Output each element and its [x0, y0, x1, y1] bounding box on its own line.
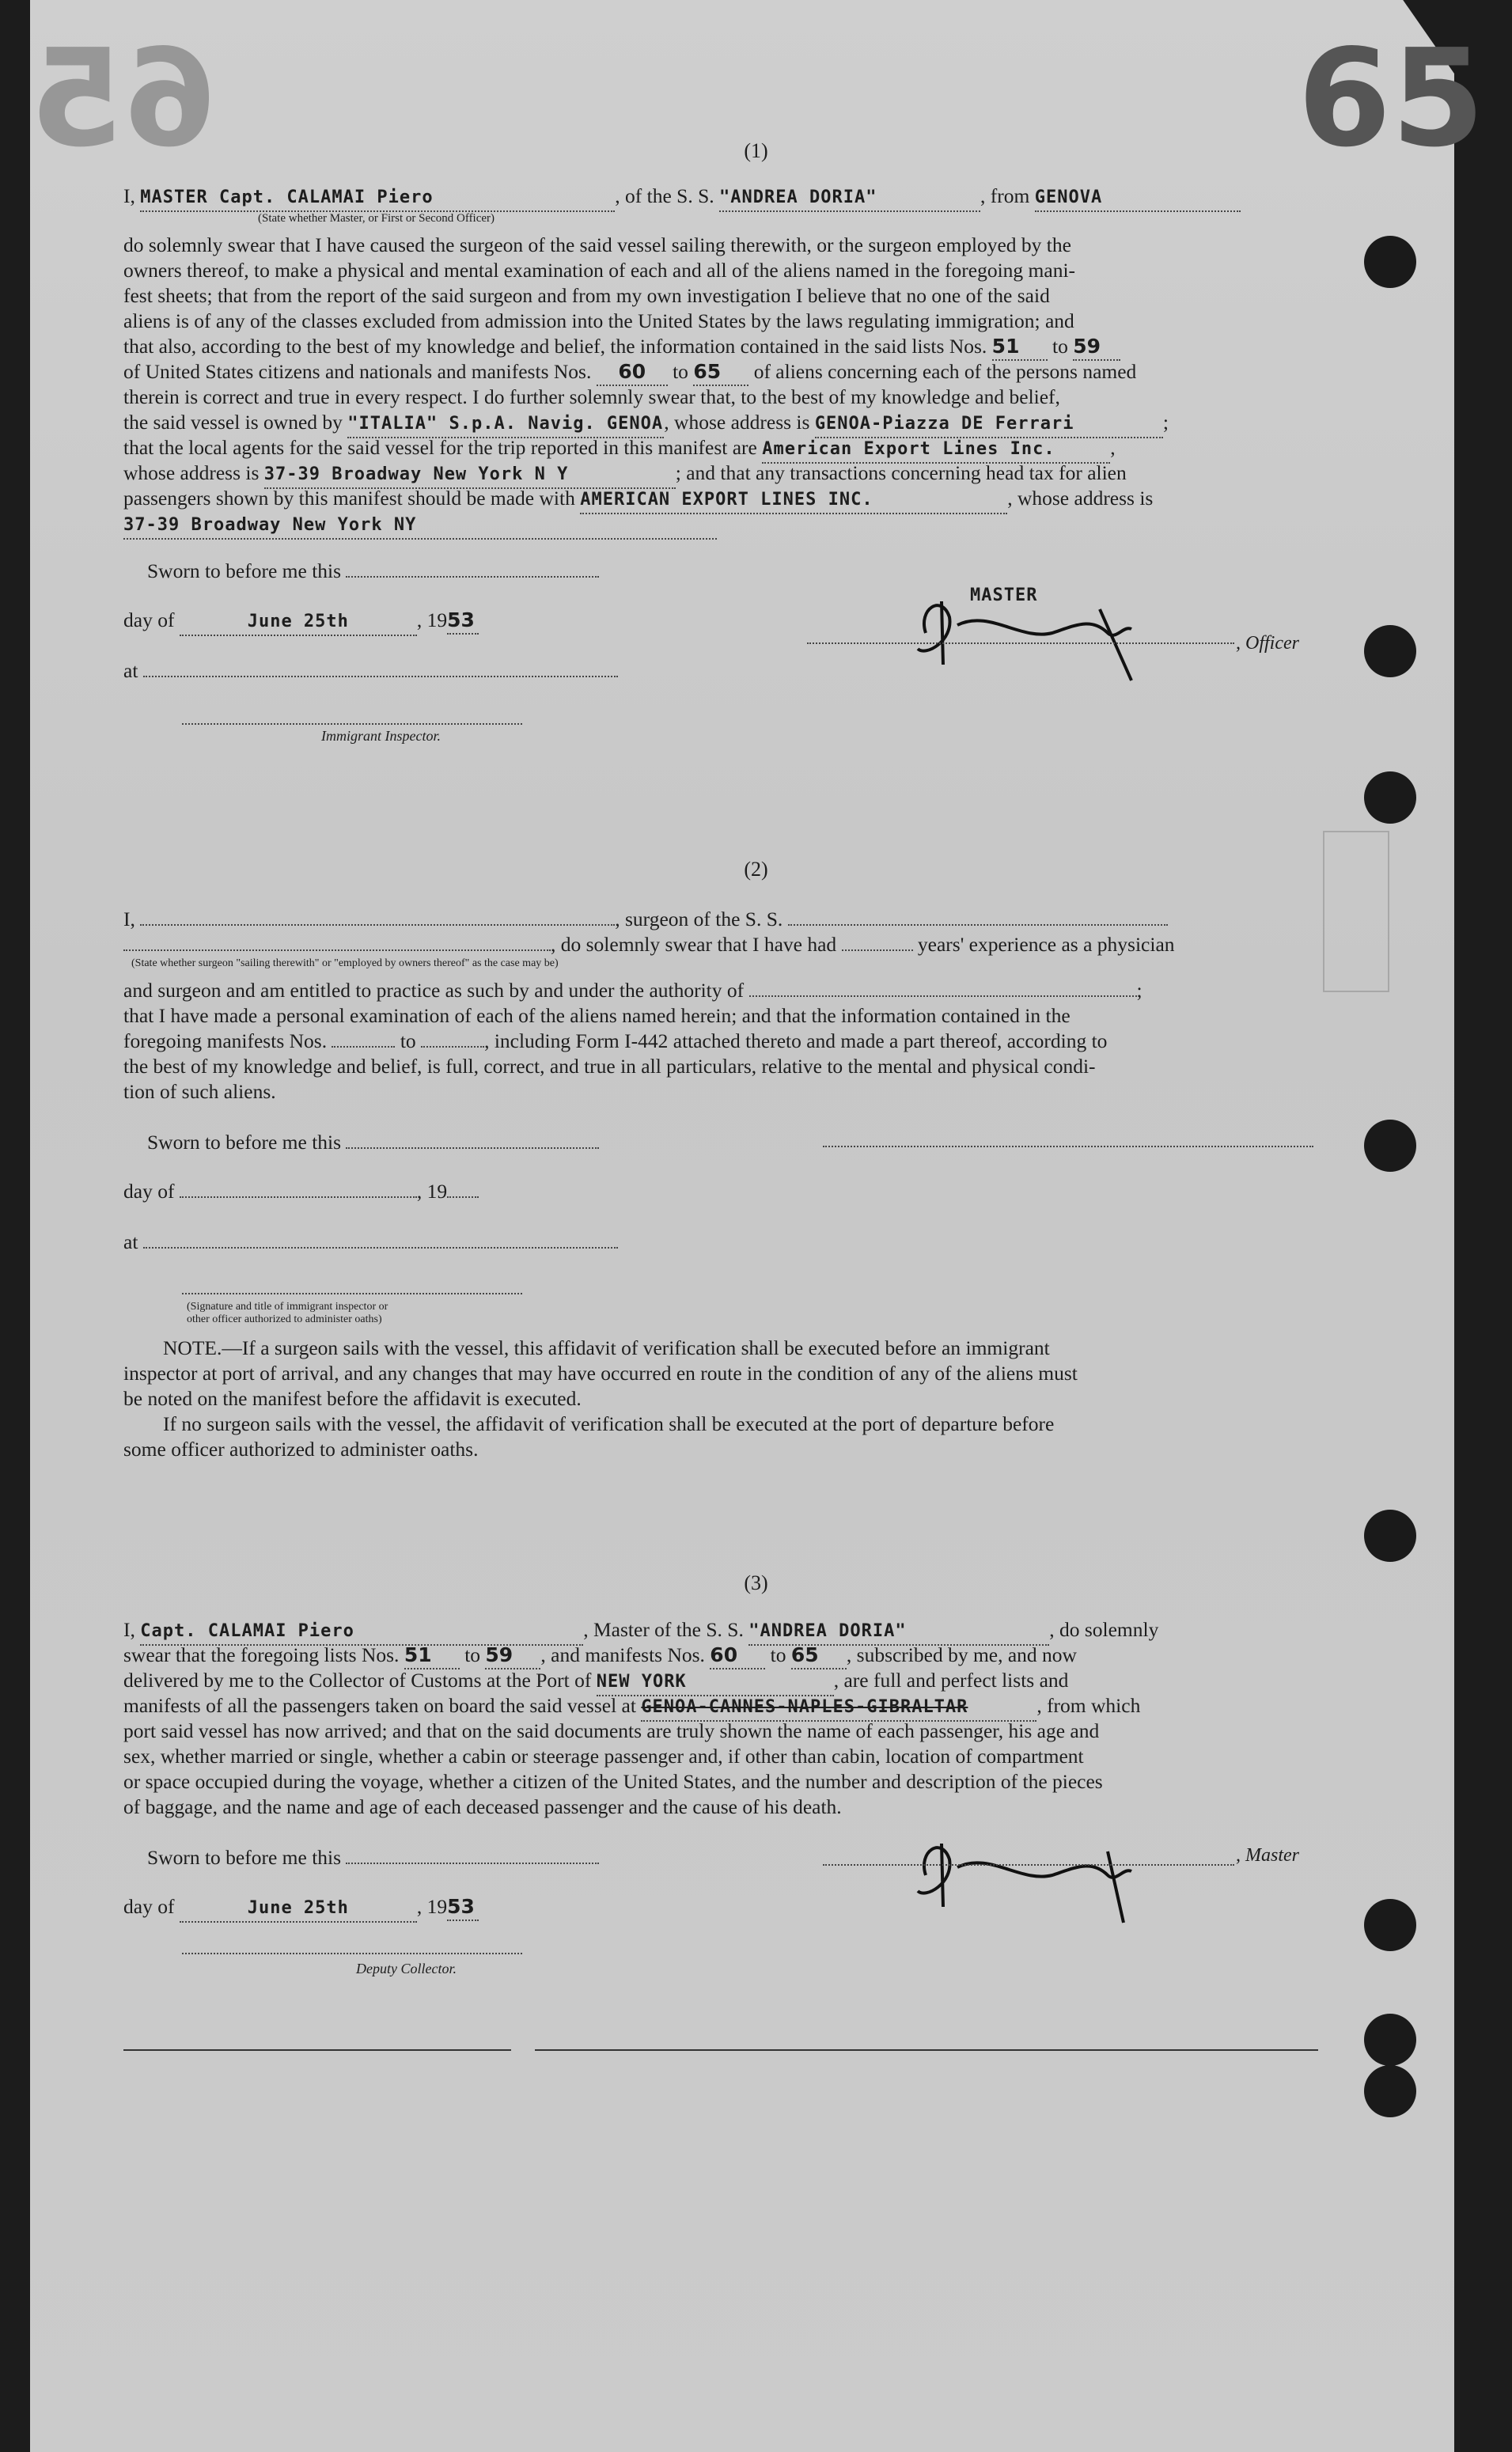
owner: "ITALIA" S.p.A. Navig. GENOA — [347, 411, 664, 438]
blank — [180, 1196, 417, 1198]
section-3-line-1 — [123, 1617, 1318, 1646]
section-1-line: owners thereof, to make a physical and mental examination of each and all of the aliens named in the foregoing mani- — [123, 259, 1076, 282]
punch-hole — [1364, 625, 1416, 677]
text: day of — [123, 1895, 175, 1918]
inspector-sign-line — [182, 723, 522, 725]
section-3-line: or space occupied during the voyage, whether a citizen of the United States, and the number and description of the pieces — [123, 1770, 1103, 1793]
punch-hole — [1364, 1899, 1416, 1951]
text: that the local agents for the said vessel for the trip reported in this manifest are — [123, 436, 757, 459]
surgeon-caption: (State whether surgeon "sailing therewith" or "employed by owners thereof" as the case may be) — [131, 957, 559, 969]
text: , and manifests Nos. — [540, 1643, 705, 1666]
sworn-year: 53 — [447, 608, 479, 635]
blank — [332, 1046, 395, 1048]
text: the said vessel is owned by — [123, 411, 343, 434]
sig-caption-1: (Signature and title of immigrant inspector or — [187, 1301, 388, 1313]
text: swear that the foregoing lists Nos. — [123, 1643, 400, 1666]
lists-to-3: 59 — [485, 1643, 540, 1669]
collector-sign-line — [182, 1953, 522, 1954]
text: foregoing manifests Nos. — [123, 1029, 328, 1052]
text: I, — [123, 1618, 135, 1641]
blank — [749, 995, 1137, 997]
text: , whose address is — [664, 411, 810, 434]
date-line: day of June 25th , 1953 — [123, 608, 1318, 636]
text: to — [770, 1643, 786, 1666]
text: at — [123, 1230, 138, 1253]
text: , of the S. S. — [615, 184, 714, 207]
section-1-line: therein is correct and true in every respect. I do further solemnly swear that, to the best of my knowledge and belief, — [123, 385, 1060, 408]
sworn-date-3: June 25th — [180, 1896, 417, 1923]
text: , from which — [1036, 1694, 1141, 1717]
text: , do solemnly — [1049, 1618, 1159, 1641]
master-label: , Master — [1236, 1845, 1299, 1866]
section-1-line — [123, 511, 1318, 540]
ship-name-3: "ANDREA DORIA" — [748, 1619, 1049, 1646]
local-agents: American Export Lines Inc. — [762, 437, 1110, 464]
text: day of — [123, 1180, 175, 1203]
blank — [346, 1147, 599, 1149]
manifest-from-3: 60 — [710, 1643, 765, 1669]
text: Sworn to before me this — [147, 1846, 342, 1869]
text: , from — [980, 184, 1030, 207]
officer-sign-line — [807, 642, 1234, 644]
sworn-label-2 — [147, 1130, 1342, 1155]
agents-address: 37-39 Broadway New York N Y — [264, 462, 676, 489]
text: Sworn to before me this — [147, 1131, 342, 1154]
section-1-line — [123, 460, 1318, 489]
section-2-line-2 — [123, 932, 1318, 957]
section-3-line — [123, 1693, 1318, 1722]
section-2-line-1 — [123, 907, 1318, 932]
head-tax-agent: AMERICAN EXPORT LINES INC. — [580, 487, 1007, 514]
text: and surgeon and am entitled to practice as such by and under the authority of — [123, 979, 745, 1002]
text: I, — [123, 908, 135, 930]
note-label: NOTE. — [163, 1336, 222, 1359]
master-name: MASTER Capt. CALAMAI Piero — [140, 185, 615, 212]
text: years' experience as a physician — [917, 933, 1175, 956]
section-2-line: the best of my knowledge and belief, is full, correct, and true in all particulars, relative to the mental and physical condi- — [123, 1055, 1096, 1078]
port: NEW YORK — [597, 1669, 834, 1696]
punch-hole — [1364, 236, 1416, 288]
blank — [788, 924, 1168, 926]
section-3-line: of baggage, and the name and age of each deceased passenger and the cause of his death. — [123, 1795, 842, 1818]
manifest-to-3: 65 — [791, 1643, 847, 1669]
punch-hole — [1364, 1510, 1416, 1562]
text: ; and that any transactions concerning head tax for alien — [675, 461, 1127, 484]
text: of United States citizens and nationals and manifests Nos. — [123, 360, 592, 383]
note-line: be noted on the manifest before the affidavit is executed. — [123, 1387, 582, 1410]
section-2-line: tion of such aliens. — [123, 1080, 276, 1103]
section-3-number: (3) — [744, 1571, 768, 1594]
section-1-line — [123, 334, 1318, 361]
text: I, — [123, 184, 135, 207]
text: —If a surgeon sails with the vessel, this affidavit of verification shall be executed before an immigrant — [222, 1336, 1050, 1359]
section-2-line — [123, 1029, 1318, 1054]
blank — [421, 1046, 484, 1048]
surgeon-sign-line — [823, 1146, 1313, 1147]
section-1-line: fest sheets; that from the report of the said surgeon and from my own investigation I believe that no one of the said — [123, 284, 1050, 307]
text: , whose address is — [1007, 487, 1154, 510]
text: passengers shown by this manifest should be made with — [123, 487, 575, 510]
text: to — [464, 1643, 481, 1666]
text: day of — [123, 608, 175, 631]
page-stamp-right: 65 — [1298, 21, 1485, 177]
blank — [346, 576, 599, 578]
inspector-caption: Immigrant Inspector. — [321, 728, 441, 744]
lists-from: 51 — [992, 334, 1048, 361]
note-line: inspector at port of arrival, and any changes that may have occurred en route in the condition of any of the aliens must — [123, 1362, 1078, 1385]
section-3-line: port said vessel has now arrived; and that on the said documents are truly shown the name of each passenger, his age and — [123, 1719, 1100, 1742]
blank — [140, 924, 615, 926]
section-1-line: that the local agents for the said vessel for the trip reported in this manifest are American Export Lines Inc. , — [123, 435, 1318, 464]
punch-hole — [1364, 2014, 1416, 2066]
punch-hole — [1364, 771, 1416, 824]
master-signature — [894, 578, 1163, 688]
section-1-line — [123, 486, 1318, 514]
ship-name: "ANDREA DORIA" — [719, 185, 980, 212]
date-line-3: day of June 25th , 1953 — [123, 1894, 1318, 1923]
section-1-line: do solemnly swear that I have caused the surgeon of the said vessel sailing therewith, or the surgeon employed by the — [123, 233, 1071, 256]
date-line-2: day of , 19 — [123, 1179, 1318, 1204]
section-2-line: that I have made a personal examination of each of the aliens named herein; and that the information contained in the — [123, 1004, 1071, 1027]
deputy-caption: Deputy Collector. — [356, 1961, 457, 1976]
section-1-line — [123, 359, 1318, 386]
sworn-date: June 25th — [180, 609, 417, 636]
text: manifests of all the passengers taken on board the said vessel at — [123, 1694, 636, 1717]
blank — [143, 676, 618, 677]
from-port: GENOVA — [1035, 185, 1241, 212]
manifest-from: 60 — [597, 359, 668, 386]
text: , are full and perfect lists and — [833, 1669, 1069, 1692]
text: , including Form I-442 attached thereto and made a part thereof, according to — [484, 1029, 1108, 1052]
text: , do solemnly swear that I have had — [551, 933, 837, 956]
inspector-sign-line-2 — [182, 1293, 522, 1294]
note-line — [163, 1336, 1358, 1361]
bottom-rule — [123, 2049, 511, 2051]
section-2-number: (2) — [744, 858, 768, 881]
text: to — [400, 1029, 416, 1052]
punch-hole — [1364, 1120, 1416, 1172]
bottom-rule — [535, 2049, 1318, 2051]
text: , subscribed by me, and now — [846, 1643, 1077, 1666]
section-3-line — [123, 1668, 1318, 1696]
lists-from-3: 51 — [404, 1643, 460, 1669]
master-name-3: Capt. CALAMAI Piero — [140, 1619, 583, 1646]
at-line-2 — [123, 1230, 1318, 1255]
lists-to: 59 — [1073, 334, 1120, 361]
section-1-line: aliens is of any of the classes excluded from admission into the United States by the laws regulating immigration; and — [123, 309, 1074, 332]
officer-label: , Officer — [1236, 633, 1299, 654]
sworn-year-3: 53 — [447, 1894, 479, 1921]
note-line: If no surgeon sails with the vessel, the affidavit of verification shall be executed at the port of departure before — [163, 1412, 1055, 1435]
master-sign-line — [823, 1864, 1234, 1866]
text: whose address is — [123, 461, 260, 484]
section-1-line-1 — [123, 184, 1318, 212]
text: 19 — [426, 1180, 448, 1203]
note-line: some officer authorized to administer oaths. — [123, 1438, 479, 1461]
master-stamp: MASTER — [970, 586, 1038, 605]
text: , Master of the S. S. — [583, 1618, 744, 1641]
text: , surgeon of the S. S. — [615, 908, 783, 930]
text: 19 — [426, 1895, 448, 1918]
text: to — [673, 360, 688, 383]
text: at — [123, 659, 138, 682]
master-caption: (State whether Master, or First or Second Officer) — [258, 212, 495, 225]
text: that also, according to the best of my knowledge and belief, the information contained in the said lists Nos. — [123, 335, 987, 358]
section-3-line: sex, whether married or single, whether a cabin or steerage passenger and, if other than cabin, location of compartment — [123, 1745, 1084, 1768]
text: delivered by me to the Collector of Customs at the Port of — [123, 1669, 592, 1692]
punch-hole — [1364, 2065, 1416, 2117]
owner-address: GENOA-Piazza DE Ferrari — [815, 411, 1163, 438]
section-2-line: and surgeon and am entitled to practice as such by and under the authority of ; — [123, 979, 1143, 1002]
manifest-to: 65 — [693, 359, 748, 386]
head-tax-address: 37-39 Broadway New York NY — [123, 513, 717, 540]
blank — [346, 1863, 599, 1864]
section-3-line — [123, 1643, 1318, 1669]
side-tally-box — [1323, 831, 1389, 992]
text: Sworn to before me this — [147, 559, 342, 582]
section-1-number: (1) — [744, 139, 768, 162]
text: to — [1052, 335, 1068, 358]
page-stamp-left: 65 — [30, 21, 218, 177]
blank — [447, 1196, 479, 1198]
blank — [143, 1247, 618, 1249]
text: of aliens concerning each of the persons named — [753, 360, 1137, 383]
section-1-line: the said vessel is owned by "ITALIA" S.p.A. Navig. GENOA, whose address is GENOA-Piazza DE Ferrari ; — [123, 410, 1318, 438]
text: 19 — [426, 608, 448, 631]
embark-ports: GENOA-CANNES-NAPLES-GIBRALTAR — [641, 1695, 1036, 1722]
sig-caption-2: other officer authorized to administer oaths) — [187, 1313, 382, 1325]
blank — [842, 949, 913, 951]
blank — [123, 949, 551, 951]
